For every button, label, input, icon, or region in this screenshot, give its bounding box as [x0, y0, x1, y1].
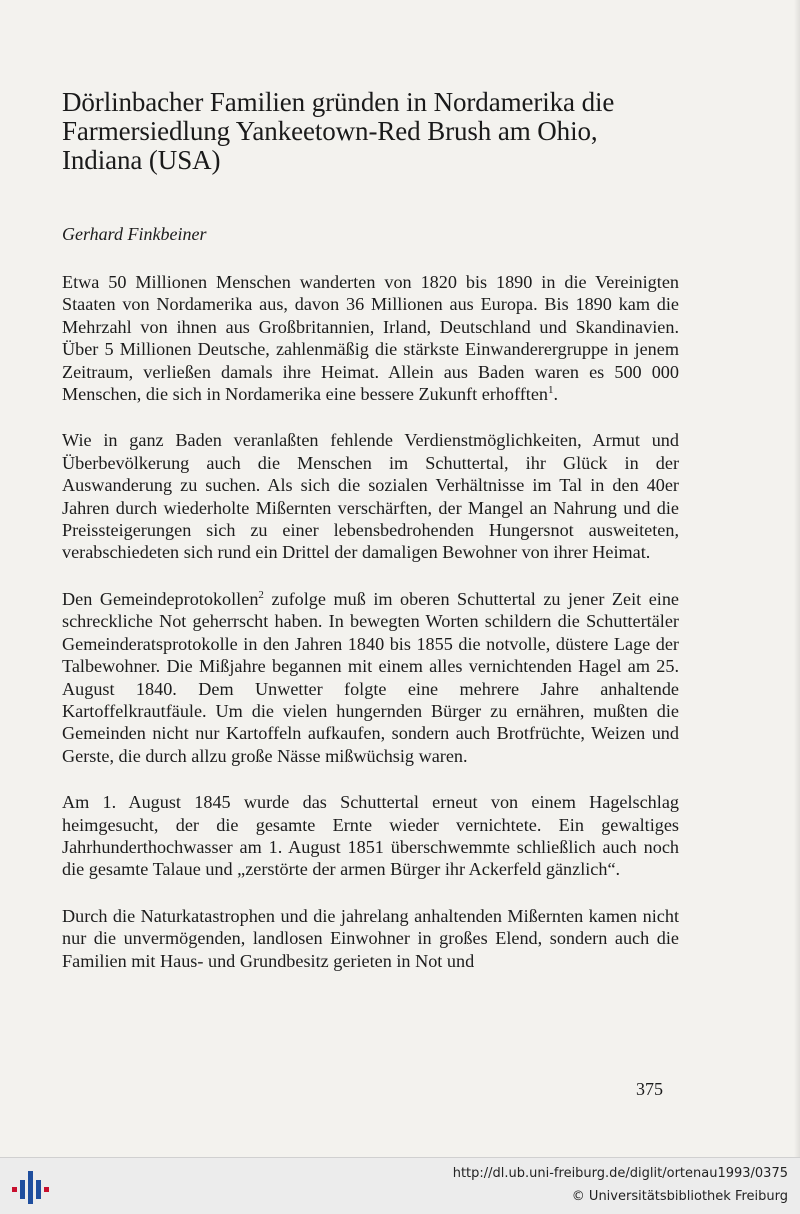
- page-number: 375: [636, 1079, 663, 1099]
- paragraph-2: Wie in ganz Baden veranlaßten fehlende Verdienstmöglichkeiten, Armut und Überbevölkerung auch die Menschen im Schuttertal, ihr Glück in der Auswanderung zu suchen. Als sich die sozialen Verhältnisse im Tal in den 40er Jahren durch wiederholte Mißernten verschärften, der Mangel an Nahrung und die Preissteigerungen sich zu einer lebensbedrohenden Hungersnot ausweiteten, verabschiedeten sich rund ein Drittel der damaligen Bewohner von ihrer Heimat.: [62, 430, 679, 563]
- ub-freiburg-logo-icon[interactable]: [10, 1165, 52, 1207]
- paragraph-1-tail: .: [553, 384, 559, 405]
- paragraph-1: [62, 271, 679, 405]
- page-edge-shadow: [794, 0, 800, 1157]
- footnote-marker-1[interactable]: 1: [548, 383, 554, 396]
- paragraph-3: [62, 588, 679, 767]
- paragraph-3-lead: Den Gemeindeprotokollen: [62, 588, 259, 609]
- copyright-notice: © Universitätsbibliothek Freiburg: [571, 1189, 788, 1204]
- article-author: Gerhard Finkbeiner: [62, 224, 207, 244]
- paragraph-4: Am 1. August 1845 wurde das Schuttertal erneut von einem Hagelschlag heimgesucht, der die gesamte Ernte wieder vernichtete. Ein gewaltiges Jahrhunderthochwasser am 1. August 1851 überschwemmte schließlich auch noch die gesamte Talaue und „zerstörte der armen Bürger ihr Ackerfeld gänzlich“.: [62, 792, 679, 880]
- source-url-link[interactable]: http://dl.ub.uni-freiburg.de/diglit/ortenau1993/0375: [452, 1166, 788, 1181]
- footnote-marker-2[interactable]: 2: [258, 588, 264, 601]
- paragraph-5: Durch die Naturkatastrophen und die jahrelang anhaltenden Mißernten kamen nicht nur die unvermögenden, landlosen Einwohner in großes Elend, sondern auch die Familien mit Haus- und Grundbesitz gerieten in Not und: [62, 905, 679, 971]
- article-content: [62, 88, 679, 972]
- viewer-footer: [0, 1157, 800, 1214]
- paragraph-1-text: Etwa 50 Millionen Menschen wanderten von 1820 bis 1890 in die Vereinigten Staaten von Nordamerika aus, davon 36 Millionen aus Europa. Bis 1890 kam die Mehrzahl von ihnen aus Großbritannien, Irland, Deutschland und Skandinavien. Über 5 Millionen Deutsche, zahlenmäßig die stärkste Einwanderergruppe in jenem Zeitraum, verließen damals ihre Heimat. Allein aus Baden waren es 500 000 Menschen, die sich in Nordamerika eine bessere Zukunft erhofften: [62, 272, 679, 405]
- article-title: Dörlinbacher Familien gründen in Nordamerika die Farmersiedlung Yankeetown-Red Brush am Ohio, Indiana (USA): [62, 87, 615, 175]
- paragraph-3-text: zufolge muß im oberen Schuttertal zu jener Zeit eine schreckliche Not geherrscht haben. In bewegten Worten schildern die Schuttertäler Gemeinderatsprotokolle in den Jahren 1840 bis 1855 die notvolle, düstere Lage der Talbewohner. Die Mißjahre begannen mit einem alles vernichtenden Hagel am 25. August 1840. Dem Unwetter folgte eine mehrere Jahre anhaltende Kartoffelkrautfäule. Um die vielen hungernden Bürger zu ernähren, mußten die Gemeinden nicht nur Kartoffeln aufkaufen, sondern auch Brotfrüchte, Weizen und Gerste, die durch allzu große Nässe mißwüchsig waren.: [62, 588, 679, 766]
